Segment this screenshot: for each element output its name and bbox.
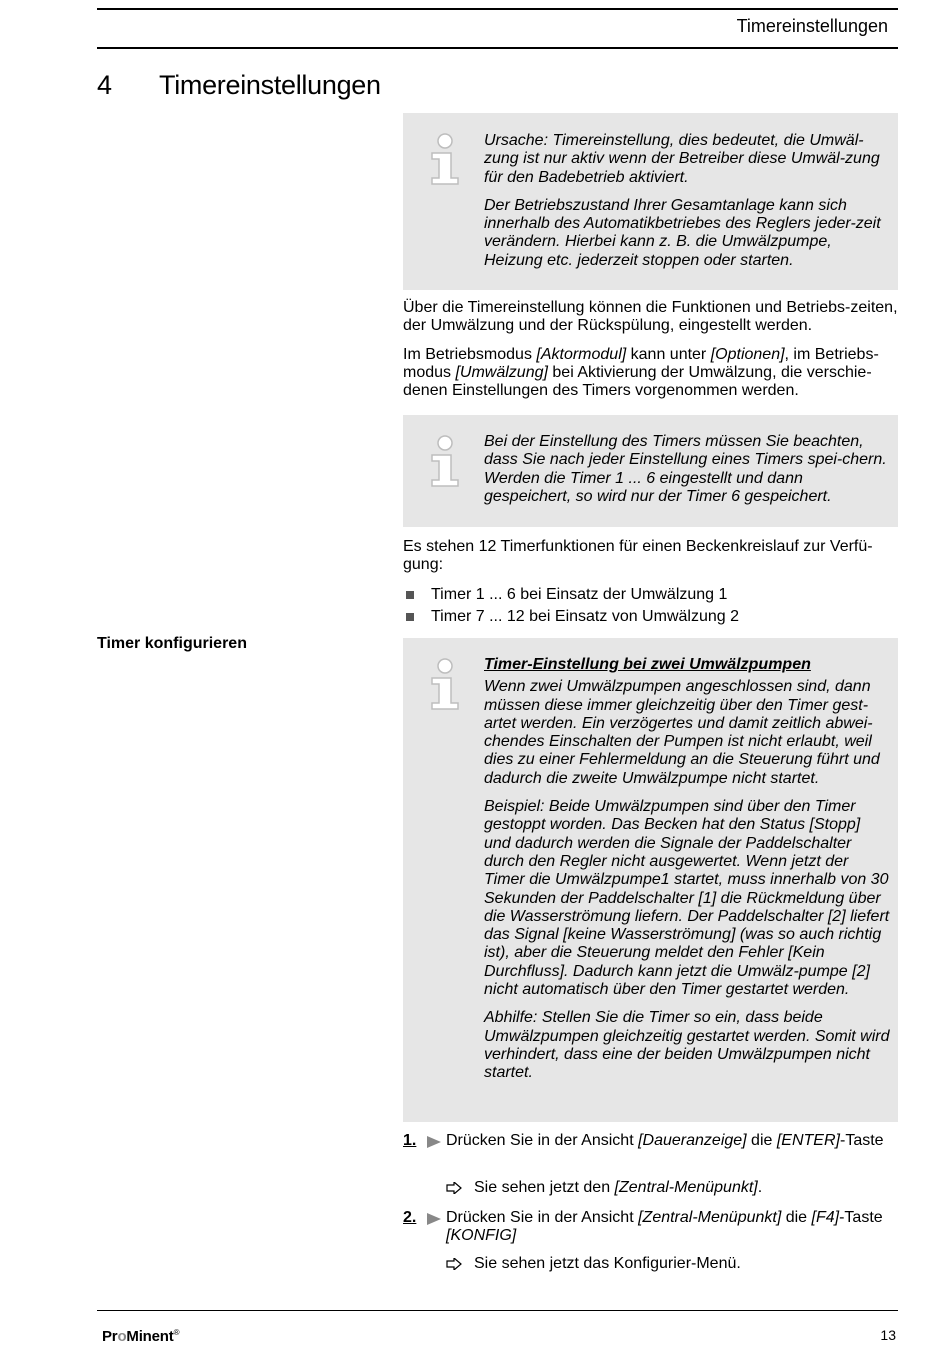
square-bullet-icon	[406, 591, 414, 599]
intro-paragraph-2: Im Betriebsmodus [Aktormodul] kann unter [Optionen], im Betriebs-modus [Umwälzung] bei Aktivierung der Umwälzung, die verschie-denen Einstellungen des Timers vorgenommen werden.	[403, 345, 879, 400]
step-1	[403, 1132, 898, 1172]
page-number: 13	[880, 1327, 896, 1343]
info-icon	[428, 435, 462, 487]
step-number: 2.	[403, 1209, 417, 1226]
running-header-title: Timereinstellungen	[736, 16, 888, 36]
note-paragraph: Bei der Einstellung des Timers müssen Sie beachten, dass Sie nach jeder Einstellung eines Timers spei-chern. Werden die Timer 1 ... 6 eingestellt und dann gespeichert, so wird nur der Timer 6 gespeichert.	[484, 433, 887, 505]
note-heading: Timer-Einstellung bei zwei Umwälzpumpen	[484, 656, 811, 673]
note-paragraph: Ursache: Timereinstellung, dies bedeutet, die Umwäl-zung ist nur aktiv wenn der Betreiber diese Umwäl-zung für den Badebetrieb aktiviert.	[484, 132, 880, 186]
intro-paragraph-1: Über die Timereinstellung können die Funktionen und Betriebs-zeiten, der Umwälzung und der Rückspülung, eingestellt werden.	[403, 299, 898, 335]
note-paragraph: Abhilfe: Stellen Sie die Timer so ein, dass beide Umwälzpumpen gleichzeitig gestartet werden. Somit wird verhindert, dass eine der beiden Umwälzpumpen nicht startet.	[484, 1009, 890, 1082]
list-item: Timer 7 ... 12 bei Einsatz von Umwälzung 2	[403, 606, 898, 628]
chapter-number: 4	[97, 70, 113, 100]
step-arrow-icon	[427, 1136, 441, 1148]
step-instruction: Drücken Sie in der Ansicht [Daueranzeige] die [ENTER]-Taste	[446, 1132, 884, 1149]
result-arrow-icon	[446, 1182, 462, 1194]
timer-list	[403, 584, 898, 628]
intro-text	[403, 299, 898, 400]
prominent-logo: ProMinent®	[102, 1328, 180, 1345]
term-umwaelzung: [Umwälzung]	[455, 363, 548, 381]
header-bottom-rule	[97, 47, 898, 49]
info-note-save-timer	[403, 415, 898, 527]
list-item: Timer 1 ... 6 bei Einsatz der Umwälzung 1	[403, 584, 898, 606]
info-icon	[428, 133, 462, 185]
step-arrow-icon	[427, 1213, 441, 1225]
term-aktormodul: [Aktormodul]	[536, 345, 627, 363]
timers-intro: Es stehen 12 Timerfunktionen für einen Beckenkreislauf zur Verfü-gung:	[403, 538, 873, 574]
term-optionen: [Optionen]	[710, 345, 785, 363]
step-number: 1.	[403, 1132, 417, 1149]
footer-rule	[97, 1310, 898, 1311]
result-arrow-icon	[446, 1258, 462, 1270]
step-instruction: Drücken Sie in der Ansicht [Zentral-Menüpunkt] die [F4]-Taste [KONFIG]	[446, 1209, 883, 1245]
step-1-result	[446, 1179, 898, 1199]
step-2-result	[446, 1255, 898, 1275]
info-note-two-pumps	[403, 638, 898, 1122]
note-paragraph: Beispiel: Beide Umwälzpumpen sind über den Timer gestoppt worden. Das Becken hat den Status [Stopp] und dadurch werden die Signale der Paddelschalter durch den Regler nicht ausgewertet. Wenn jetzt der Timer die Umwälzpumpe1 startet, muss innerhalb von 30 Sekunden der Paddelschalter [1] die Rückmeldung über die Wasserströmung liefern. Der Paddelschalter [2] liefert das Signal [keine Wasserströmung] (was so auch richtig ist), aber die Steuerung meldet den Fehler [Kein Durchfluss]. Dadurch kann jetzt die Umwälz-pumpe [2] nicht automatisch über den Timer gestartet werden.	[484, 798, 890, 999]
step-2	[403, 1209, 898, 1249]
note-paragraph: Der Betriebszustand Ihrer Gesamtanlage kann sich innerhalb des Automatikbetriebes des Reglers jeder-zeit verändern. Hierbei kann z. B. die Umwälzpumpe, Heizung etc. jederzeit stoppen oder starten.	[484, 196, 881, 269]
header-top-rule	[97, 8, 898, 10]
margin-label-configure-timer: Timer konfigurieren	[97, 635, 247, 652]
step-result-text: Sie sehen jetzt den [Zentral-Menüpunkt].	[474, 1179, 763, 1196]
chapter-title: Timereinstellungen	[159, 70, 381, 100]
info-icon	[428, 658, 462, 710]
step-result-text: Sie sehen jetzt das Konfigurier-Menü.	[474, 1255, 741, 1272]
note-paragraph: Wenn zwei Umwälzpumpen angeschlossen sind, dann müssen diese immer gleichzeitig über den Timer gest-artet werden. Ein verzögertes und damit zeitlich abwei-chendes Einschalten der Pumpen ist nicht erlaubt, weil dies zu einer Fehlermeldung an die Steuerung führt und dadurch die zweite Umwälzpumpe nicht startet.	[484, 678, 880, 787]
info-note-cause	[403, 113, 898, 290]
square-bullet-icon	[406, 613, 414, 621]
